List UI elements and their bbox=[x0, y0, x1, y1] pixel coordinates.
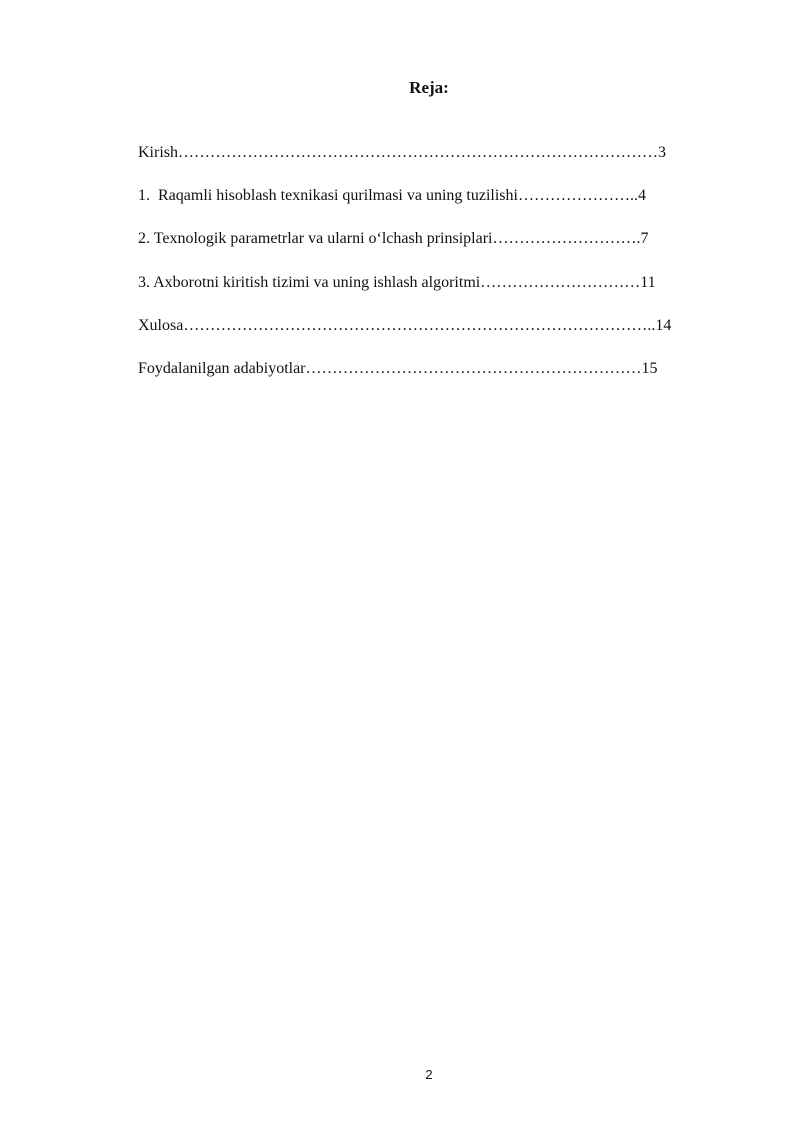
toc-item-text: Foydalanilgan adabiyotlar………………………………………………………15 bbox=[138, 360, 658, 377]
toc-item-adabiyotlar bbox=[114, 336, 658, 402]
page-title: Reja: bbox=[409, 78, 449, 97]
toc-item-text: Xulosa……………………………………………………………………………..14 bbox=[138, 317, 672, 334]
toc-item-text: 1. Raqamli hisoblash texnikasi qurilmasi va uning tuzilishi…………………..4 bbox=[138, 187, 646, 204]
page-number: 2 bbox=[425, 1067, 433, 1082]
toc-item-text: Kirish………………………………………………………………………………3 bbox=[138, 144, 666, 161]
toc-item-text: 3. Axborotni kiritish tizimi va uning ishlash algoritmi…………………………11 bbox=[138, 274, 656, 291]
toc-item-text: 2. Texnologik parametrlar va ularni o‘lchash prinsiplari……………………….7 bbox=[138, 230, 649, 247]
